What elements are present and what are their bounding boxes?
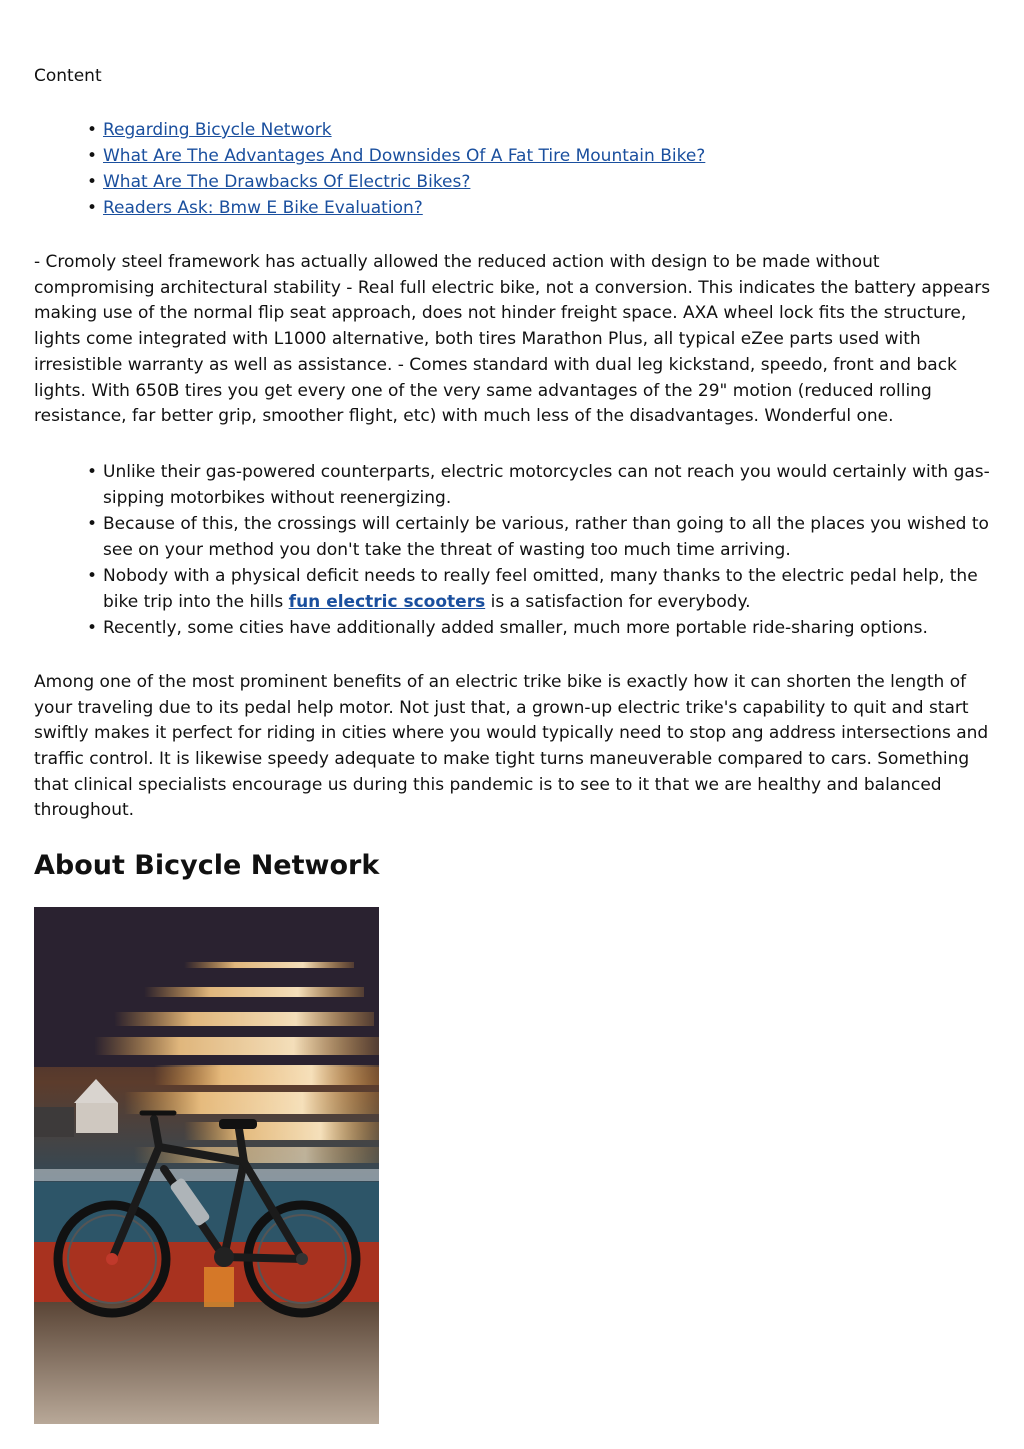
list-item-text: Nobody with a physical deficit needs to really feel omitted, many thanks to the electric pedal help, the bike trip into the hills bbox=[103, 565, 978, 612]
list-item: • Unlike their gas-powered counterparts, electric motorcycles can not reach you would certainly with gas-sipping motorbikes without reenergizing. bbox=[103, 459, 992, 511]
toc-link-bmw-e-bike[interactable]: Readers Ask: Bmw E Bike Evaluation? bbox=[103, 198, 423, 218]
ebike-photo-illustration bbox=[34, 907, 379, 1424]
article bbox=[34, 62, 992, 1424]
toc-link-electric-bike-drawbacks[interactable]: What Are The Drawbacks Of Electric Bikes? bbox=[103, 172, 471, 192]
paragraph-intro: - Cromoly steel framework has actually allowed the reduced action with design to be made without compromising architectural stability - Real full electric bike, not a conversion. This indicates the battery appears making use of the normal flip seat approach, does not hinder freight space. AXA wheel lock fits the structure, lights come integrated with L1000 alternative, both tires Marathon Plus, all typical eZee parts used with irresistible warranty as well as assistance. - Comes standard with dual leg kickstand, speedo, front and back lights. With 650B tires you get every one of the very same advantages of the 29" motion (reduced rolling resistance, far better grip, smoother flight, etc) with much less of the disadvantages. Wonderful one. bbox=[34, 252, 991, 427]
list-item bbox=[103, 563, 992, 615]
paragraph-benefits: Among one of the most prominent benefits of an electric trike bike is exactly how it can shorten the length of your traveling due to its pedal help motor. Not just that, a grown-up electric trike's capability to quit and start swiftly makes it perfect for riding in cities where you would typically need to stop ang address intersections and traffic control. It is likewise speedy adequate to make tight turns maneuverable compared to cars. Something that clinical specialists encourage us during this pandemic is to see to it that we are healthy and balanced throughout. bbox=[34, 671, 989, 821]
content-label: Content bbox=[34, 66, 102, 86]
list-item: • Recently, some cities have additionally added smaller, much more portable ride-sharing options. bbox=[103, 615, 992, 641]
list-item: • Because of this, the crossings will certainly be various, rather than going to all the places you wished to see on your method you don't take the threat of wasting too much time arriving. bbox=[103, 511, 992, 563]
list-item-text: is a satisfaction for everybody. bbox=[485, 591, 751, 612]
toc-item bbox=[103, 117, 992, 143]
section-heading: About Bicycle Network bbox=[34, 850, 380, 882]
bullet-list bbox=[34, 459, 992, 641]
toc-item bbox=[103, 143, 992, 169]
toc-item bbox=[103, 169, 992, 195]
toc-link-fat-tire-advantages[interactable]: What Are The Advantages And Downsides Of A Fat Tire Mountain Bike? bbox=[103, 146, 706, 166]
toc-link-regarding-bicycle-network[interactable]: Regarding Bicycle Network bbox=[103, 120, 332, 140]
ebike-photo bbox=[34, 907, 379, 1424]
toc-item bbox=[103, 195, 992, 221]
fun-electric-scooters-link[interactable]: fun electric scooters bbox=[288, 591, 486, 612]
table-of-contents bbox=[34, 117, 992, 221]
